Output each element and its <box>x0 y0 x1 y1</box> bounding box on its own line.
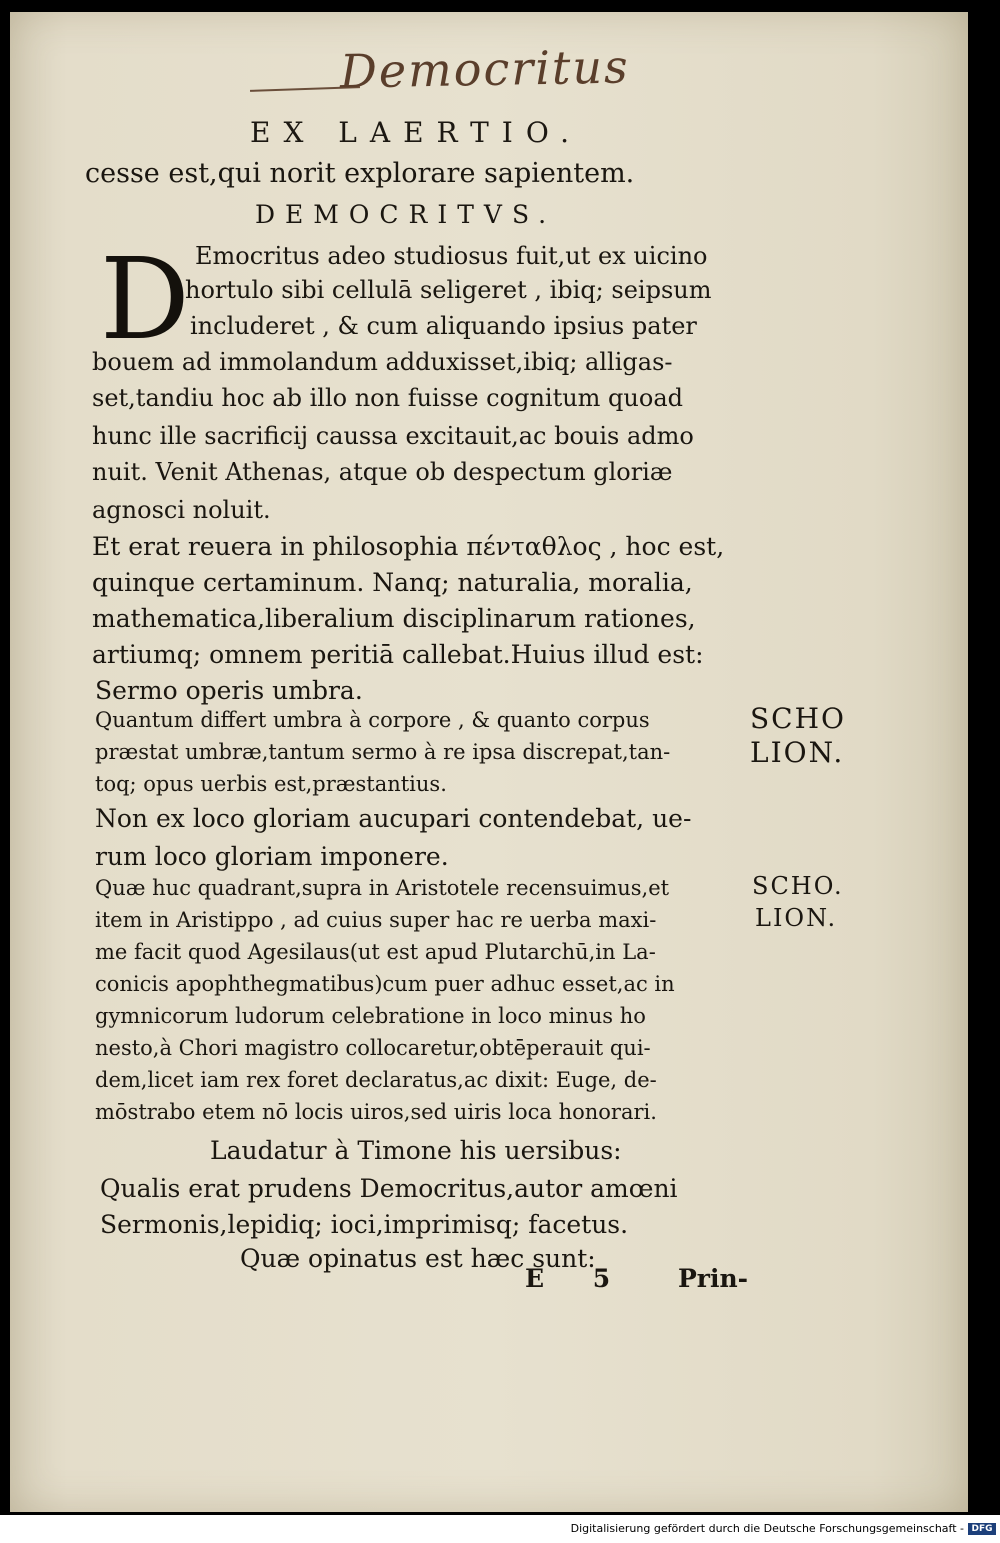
text-line-30: Qualis erat prudens Democritus,autor amœni <box>100 1174 678 1203</box>
text-line-26: nesto,à Chori magistro collocaretur,obtēperauit qui- <box>95 1036 651 1060</box>
dfg-logo-icon: DFG <box>968 1523 996 1535</box>
text-line-16: Quantum differt umbra à corpore , & quanto corpus <box>95 708 650 732</box>
margin-note-scholion-1a: SCHO <box>750 702 846 735</box>
margin-note-scholion-1b: LION. <box>750 736 845 769</box>
text-line-22: item in Aristippo , ad cuius super hac re uerba maxi- <box>95 908 657 932</box>
text-line-4: hortulo sibi cellulā seligeret , ibiq; seipsum <box>185 276 712 304</box>
text-line-7: set,tandiu hoc ab illo non fuisse cognitum quoad <box>92 384 683 412</box>
section-heading: DEMOCRITVS. <box>255 200 557 229</box>
text-line-18: toq; opus uerbis est,præstantius. <box>95 772 447 796</box>
text-line-24: conicis apophthegmatibus)cum puer adhuc esset,ac in <box>95 972 675 996</box>
manuscript-note: Democritus <box>339 39 631 99</box>
text-line-8: hunc ille sacrificij caussa excitauit,ac bouis admo <box>92 422 694 450</box>
running-head: EX LAERTIO. <box>250 116 583 149</box>
text-line-31: Sermonis,lepidiq; ioci,imprimisq; facetus. <box>100 1210 629 1239</box>
text-line-5: includeret , & cum aliquando ipsius pater <box>190 312 697 340</box>
text-line-9: nuit. Venit Athenas, atque ob despectum gloriæ <box>92 458 673 486</box>
text-line-6: bouem ad immolandum adduxisset,ibiq; alligas- <box>92 348 673 376</box>
text-line-14: artiumq; omnem peritiā callebat.Huius illud est: <box>92 640 704 669</box>
margin-note-scholion-2a: SCHO. <box>752 872 844 900</box>
text-line-1: cesse est,qui norit explorare sapientem. <box>85 158 635 189</box>
dropcap: D <box>100 235 190 365</box>
text-line-21: Quæ huc quadrant,supra in Aristotele recensuimus,et <box>95 876 670 900</box>
text-line-29: Laudatur à Timone his uersibus: <box>210 1136 622 1165</box>
text-line-32: Quæ opinatus est hæc sunt: <box>240 1244 596 1273</box>
text-line-28: mōstrabo etem nō locis uiros,sed uiris loca honorari. <box>95 1100 657 1124</box>
text-line-12: quinque certaminum. Nanq; naturalia, moralia, <box>92 568 693 597</box>
margin-note-scholion-2b: LION. <box>755 904 838 932</box>
text-line-25: gymnicorum ludorum celebratione in loco minus ho <box>95 1004 646 1028</box>
text-line-15: Sermo operis umbra. <box>95 676 363 705</box>
text-line-19: Non ex loco gloriam aucupari contendebat, ue- <box>95 804 692 833</box>
text-line-27: dem,licet iam rex foret declaratus,ac dixit: Euge, de- <box>95 1068 657 1092</box>
credit-text: Digitalisierung gefördert durch die Deutsche Forschungsgemeinschaft - <box>570 1522 964 1535</box>
text-line-10: agnosci noluit. <box>92 496 271 524</box>
catchword: Prin- <box>678 1264 749 1293</box>
text-line-17: præstat umbræ,tantum sermo à re ipsa discrepat,tan- <box>95 740 671 764</box>
text-line-23: me facit quod Agesilaus(ut est apud Plutarchū,in La- <box>95 940 656 964</box>
text-line-20: rum loco gloriam imponere. <box>95 842 449 871</box>
text-line-3: Emocritus adeo studiosus fuit,ut ex uicino <box>195 242 708 270</box>
book-page <box>10 12 968 1512</box>
signature-mark: E 5 <box>525 1264 631 1293</box>
text-line-11: Et erat reuera in philosophia πένταθλος , hoc est, <box>92 532 725 561</box>
text-line-13: mathematica,liberalium disciplinarum rationes, <box>92 604 696 633</box>
digitization-credit <box>0 1515 1000 1543</box>
